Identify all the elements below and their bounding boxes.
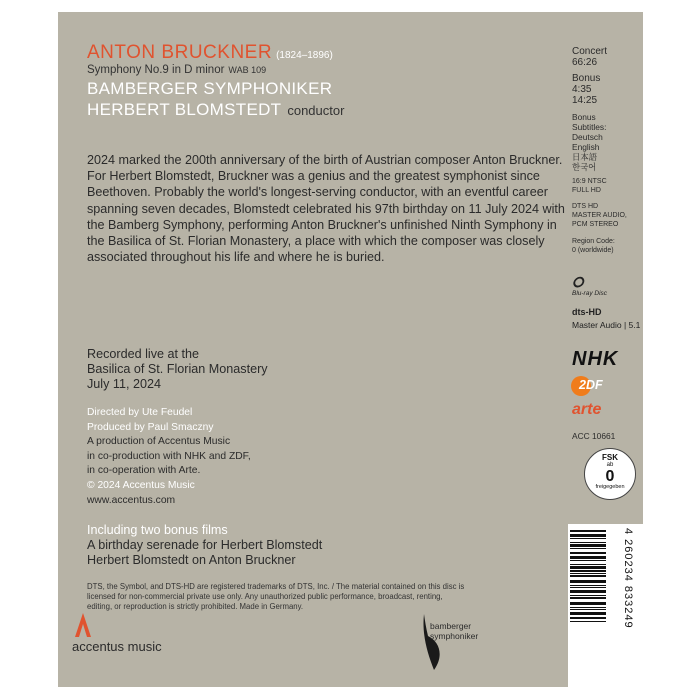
dts-logo bbox=[572, 302, 640, 330]
bamberger-text-line: symphoniker bbox=[430, 631, 479, 641]
credit-coproduction: in co-production with NHK and ZDF, bbox=[87, 451, 251, 462]
barcode-bar bbox=[570, 570, 606, 572]
barcode-bar bbox=[570, 617, 606, 619]
subtitle-language: English bbox=[572, 142, 600, 152]
copyright: © 2024 Accentus Music bbox=[87, 480, 195, 491]
accentus-logo bbox=[72, 612, 202, 662]
barcode-bar bbox=[570, 538, 606, 539]
barcode-bar bbox=[570, 534, 606, 537]
composer-dates: (1824–1896) bbox=[276, 50, 333, 61]
bonus-label: Bonus bbox=[572, 73, 601, 84]
barcode-bar bbox=[570, 560, 606, 561]
bamberger-logo bbox=[420, 612, 540, 672]
subtitles-label: Subtitles: bbox=[572, 122, 607, 132]
composer-name: ANTON BRUCKNER bbox=[87, 42, 273, 63]
bonus-duration: 14:25 bbox=[572, 95, 598, 106]
barcode-bars-icon bbox=[568, 524, 608, 687]
fsk-released: freigegeben bbox=[595, 484, 625, 490]
composer-title bbox=[87, 42, 333, 64]
work-title bbox=[87, 64, 266, 76]
barcode-bar bbox=[570, 609, 606, 610]
bluray-disc-icon: ⭘ bbox=[572, 274, 584, 290]
accentus-logo-text: accentus music bbox=[72, 639, 162, 654]
subtitles-label: Bonus bbox=[572, 112, 596, 122]
barcode-number: 4 260234 833249 bbox=[622, 528, 634, 629]
description: 2024 marked the 200th anniversary of the birth of Austrian composer Anton Bruckner. For Herbert Blomstedt, Bruckner was a genius and the greatest symphonist since Beethoven. Probably the world's longest-serving conductor, with an eventful career spanning seven decades, Blomstedt celebrated his 97th birthday on 11 July 2024 with the Bamberg Symphony, performing Anton Bruckner's unfinished Ninth Symphony in the Basilica of St. Florian Monastery, a place with which the composer was closely associated throughout his life and where he is buried. bbox=[87, 153, 565, 265]
barcode-bar bbox=[570, 590, 606, 593]
orchestra-name: BAMBERGER SYMPHONIKER bbox=[87, 79, 333, 98]
back-cover bbox=[58, 12, 643, 687]
video-format: 16:9 NTSC bbox=[572, 178, 607, 185]
region-value: 0 (worldwide) bbox=[572, 247, 614, 254]
barcode-bar bbox=[570, 544, 606, 547]
barcode-bar bbox=[570, 566, 606, 569]
barcode-bar bbox=[570, 587, 606, 588]
bluray-logo bbox=[572, 274, 607, 297]
website-link[interactable]: www.accentus.com bbox=[87, 495, 176, 506]
barcode-bar bbox=[570, 556, 606, 559]
bonus-film: Herbert Blomstedt on Anton Bruckner bbox=[87, 553, 296, 567]
barcode-bar bbox=[570, 548, 606, 549]
barcode-bar bbox=[570, 612, 606, 615]
conductor-role: conductor bbox=[287, 103, 345, 118]
barcode-bar bbox=[570, 580, 606, 583]
fsk-age: 0 bbox=[605, 468, 615, 485]
barcode-bar bbox=[570, 607, 606, 608]
barcode-bar bbox=[570, 564, 606, 565]
dts-logo-text: dts-HD bbox=[572, 307, 602, 317]
bonus-film: A birthday serenade for Herbert Blomstedt bbox=[87, 538, 323, 552]
work-catalog: WAB 109 bbox=[228, 65, 267, 75]
zdf-logo-text: 2DF bbox=[579, 378, 603, 392]
subtitle-language: Deutsch bbox=[572, 132, 603, 142]
fsk-rating-badge bbox=[584, 448, 636, 500]
concert-label: Concert bbox=[572, 46, 608, 57]
video-resolution: FULL HD bbox=[572, 187, 601, 194]
barcode-bar bbox=[570, 530, 606, 532]
conductor bbox=[87, 100, 344, 120]
barcode-bar bbox=[570, 597, 606, 599]
barcode-bar bbox=[570, 595, 606, 596]
credit-producer: Produced by Paul Smaczny bbox=[87, 422, 214, 433]
arte-logo: arte bbox=[572, 401, 602, 418]
audio-format: PCM STEREO bbox=[572, 221, 619, 228]
zdf-logo bbox=[571, 376, 619, 396]
bamberger-text-line: bamberger bbox=[430, 621, 472, 631]
subtitle-language: 日本語 bbox=[572, 152, 598, 162]
barcode-bar bbox=[570, 621, 606, 622]
fsk-label: FSK bbox=[602, 453, 618, 462]
recording-line: July 11, 2024 bbox=[87, 377, 161, 391]
legal-notice: DTS, the Symbol, and DTS-HD are registered trademarks of DTS, Inc. / The material contained on this disc is licensed for non-commercial private use only. Any unauthorized public performance, broadcast, renting, editing, or reproduction is strictly prohibited. Made in Germany. bbox=[87, 582, 465, 611]
catalog-number: ACC 10661 bbox=[572, 431, 616, 441]
bamberger-logo-text bbox=[430, 621, 478, 641]
barcode-bar bbox=[570, 542, 606, 543]
nhk-logo: NHK bbox=[572, 348, 619, 370]
recording-line: Recorded live at the bbox=[87, 347, 200, 361]
subtitle-language: 한국어 bbox=[572, 162, 597, 172]
bluray-logo-text: Blu-ray Disc bbox=[572, 290, 608, 297]
region-label: Region Code: bbox=[572, 238, 615, 245]
accentus-a-icon bbox=[72, 612, 94, 638]
credit-production: A production of Accentus Music bbox=[87, 436, 231, 447]
bonus-duration: 4:35 bbox=[572, 84, 592, 95]
credit-cooperation: in co-operation with Arte. bbox=[87, 465, 201, 476]
barcode-bar bbox=[570, 573, 606, 574]
fsk-ab: ab bbox=[606, 462, 614, 468]
concert-duration: 66:26 bbox=[572, 57, 598, 68]
barcode bbox=[568, 524, 643, 687]
audio-format: MASTER AUDIO, bbox=[572, 212, 627, 219]
barcode-bar bbox=[570, 585, 606, 586]
work-name: Symphony No.9 in D minor bbox=[87, 64, 225, 76]
recording-line: Basilica of St. Florian Monastery bbox=[87, 362, 268, 376]
barcode-bar bbox=[570, 575, 606, 577]
audio-format: DTS HD bbox=[572, 203, 599, 210]
bonus-heading: Including two bonus films bbox=[87, 523, 228, 537]
dts-logo-subtext: Master Audio | 5.1 bbox=[572, 320, 641, 330]
barcode-bar bbox=[570, 552, 606, 554]
conductor-name: HERBERT BLOMSTEDT bbox=[87, 100, 282, 119]
credit-director: Directed by Ute Feudel bbox=[87, 407, 193, 418]
barcode-bar bbox=[570, 602, 606, 605]
